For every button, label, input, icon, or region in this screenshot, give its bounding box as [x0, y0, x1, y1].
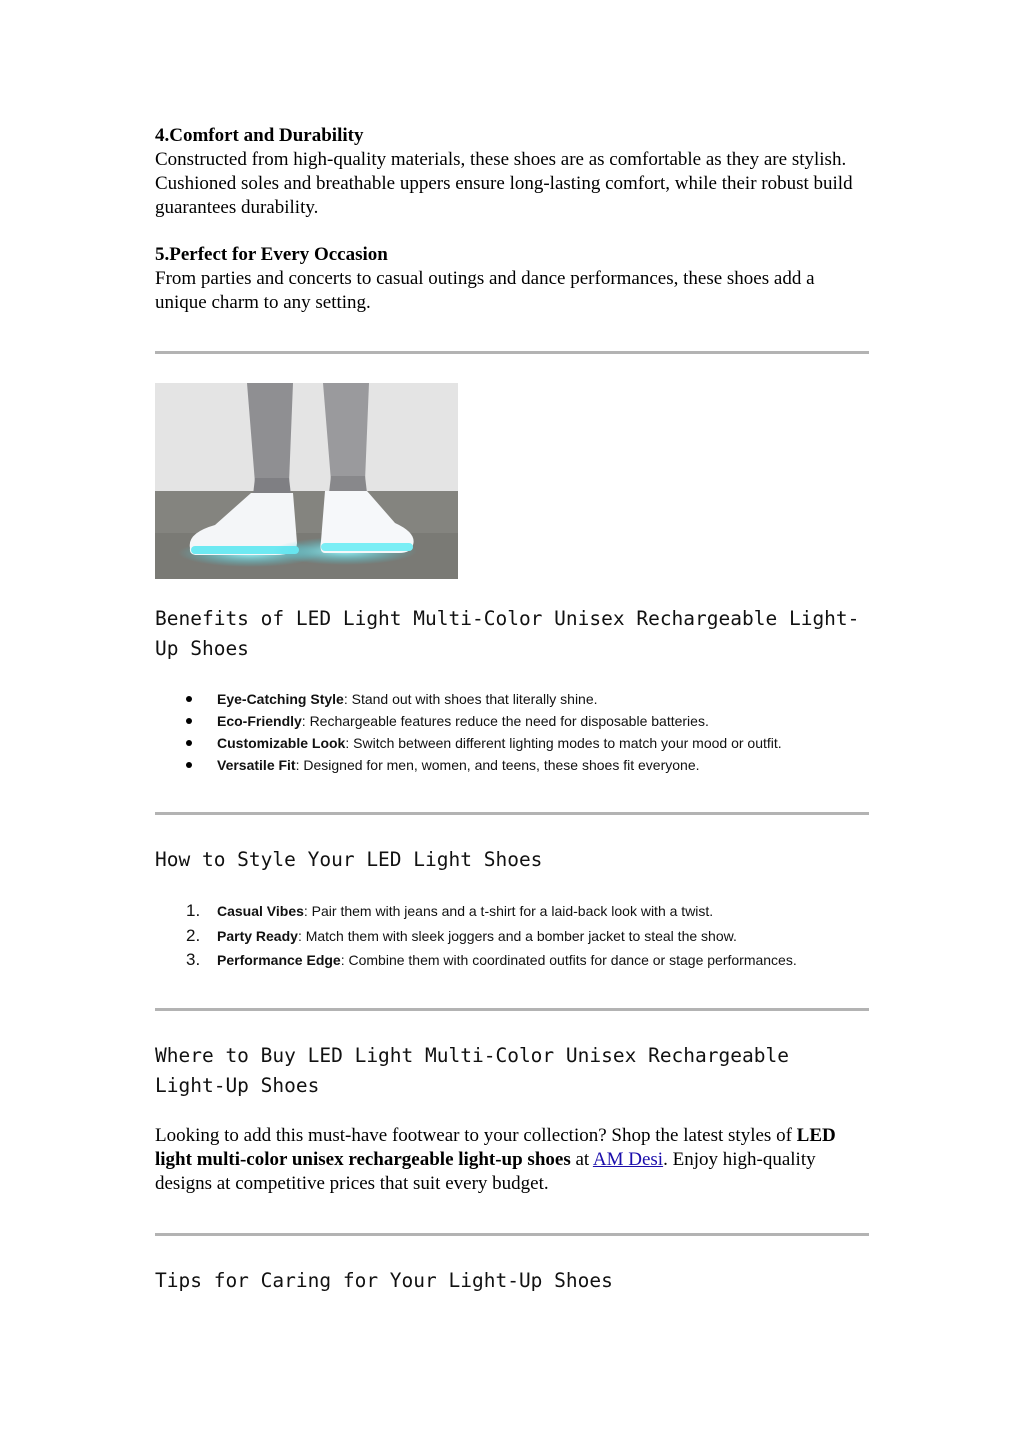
list-item: [155, 948, 869, 973]
comfort-section: [155, 124, 869, 220]
list-item-text: : Rechargeable features reduce the need for disposable batteries.: [301, 713, 709, 729]
list-item: [155, 899, 869, 924]
buy-at: at: [570, 1149, 593, 1170]
list-number: 2.: [186, 925, 201, 945]
list-item: [155, 754, 869, 776]
occasion-section: [155, 243, 869, 315]
am-desi-link[interactable]: AM Desi: [592, 1149, 664, 1170]
list-item-label: Performance Edge: [217, 952, 341, 968]
comfort-title: 4.Comfort and Durability: [155, 125, 364, 146]
list-item-text: : Combine them with coordinated outfits for dance or stage performances.: [340, 952, 797, 968]
buy-paragraph: [155, 1124, 869, 1196]
list-item: [155, 924, 869, 949]
buy-heading: Where to Buy LED Light Multi-Color Unisex Rechargeable Light-Up Shoes: [155, 1044, 801, 1097]
buy-product-name: LED light multi-color unisex rechargeable light-up shoes: [155, 1125, 836, 1170]
buy-outro: . Enjoy high-quality designs at competitive prices that suit every budget.: [155, 1149, 816, 1194]
list-item: [155, 710, 869, 732]
list-item-label: Eye-Catching Style: [217, 691, 344, 707]
list-item-label: Eco-Friendly: [217, 713, 302, 729]
divider: [155, 1008, 869, 1011]
buy-intro: Looking to add this must-have footwear to your collection? Shop the latest styles of: [155, 1125, 797, 1146]
list-item-text: : Match them with sleek joggers and a bomber jacket to steal the show.: [297, 927, 737, 944]
list-item-text: : Designed for men, women, and teens, these shoes fit everyone.: [295, 757, 700, 773]
occasion-title: 5.Perfect for Every Occasion: [155, 244, 388, 265]
list-item: [155, 688, 869, 710]
list-item-text: : Stand out with shoes that literally shine.: [343, 691, 598, 707]
list-item-text: : Switch between different lighting modes to match your mood or outfit.: [345, 735, 782, 751]
list-item-label: Customizable Look: [217, 735, 346, 751]
divider: [155, 812, 869, 815]
style-heading: How to Style Your LED Light Shoes: [155, 848, 543, 871]
list-item-label: Versatile Fit: [217, 757, 296, 773]
benefits-list: [155, 688, 869, 776]
style-list: [155, 899, 869, 973]
divider: [155, 1233, 869, 1236]
list-item: [155, 732, 869, 754]
list-item-label: Casual Vibes: [217, 903, 304, 919]
benefits-heading: Benefits of LED Light Multi-Color Unisex Rechargeable Light-Up Shoes: [155, 607, 860, 660]
care-heading: Tips for Caring for Your Light-Up Shoes: [155, 1269, 613, 1292]
list-item-label: Party Ready: [217, 927, 298, 944]
list-number: 1.: [186, 901, 201, 920]
list-item-text: : Pair them with jeans and a t-shirt for a laid-back look with a twist.: [303, 903, 714, 919]
occasion-body: From parties and concerts to casual outings and dance performances, these shoes add a unique charm to any setting.: [155, 268, 815, 313]
product-photo: [155, 383, 458, 579]
comfort-body: Constructed from high-quality materials, these shoes are as comfortable as they are stylish. Cushioned soles and breathable uppers ensure long-lasting comfort, while their robust build guarantees durability.: [155, 149, 853, 218]
divider: [155, 351, 869, 354]
list-number: 3.: [186, 950, 201, 969]
led-shoes-illustration: [155, 383, 458, 579]
